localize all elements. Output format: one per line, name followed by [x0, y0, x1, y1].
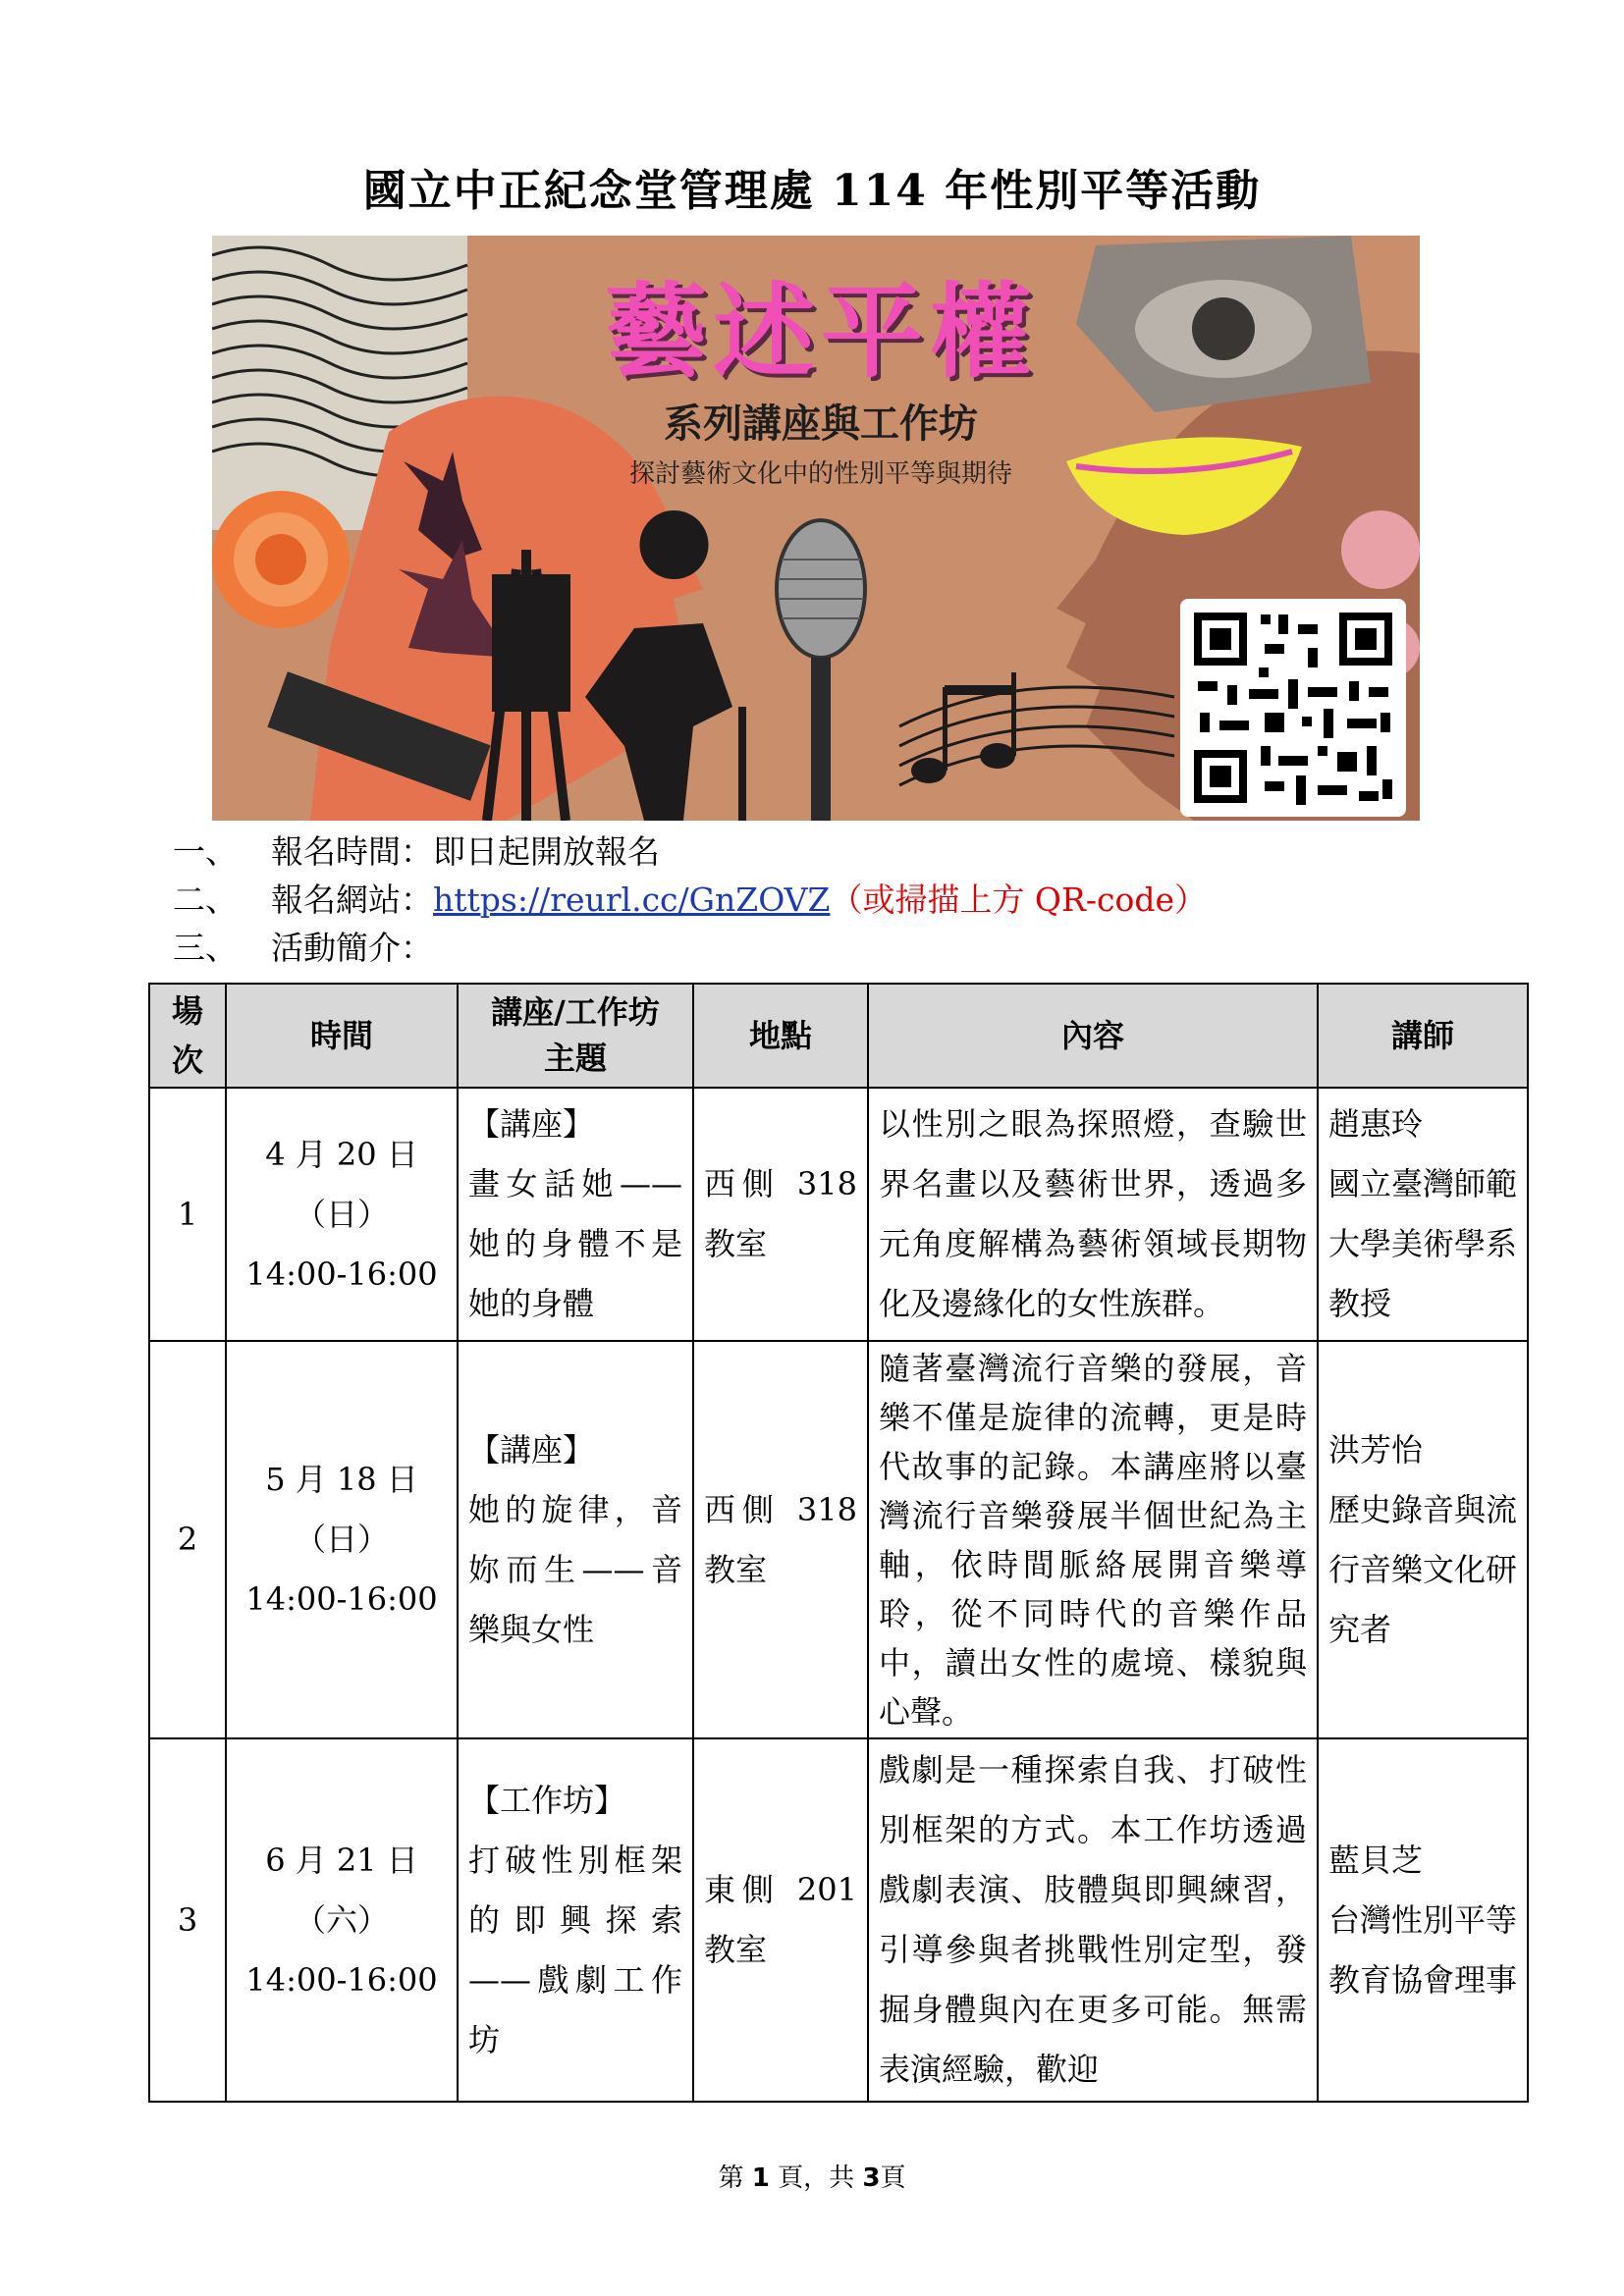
- session-weekday: （日）: [294, 1521, 389, 1558]
- footer-prefix: 第: [718, 2163, 744, 2193]
- session-weekday: （六）: [294, 1900, 389, 1939]
- header-content: 內容: [868, 984, 1318, 1088]
- schedule-table: [148, 983, 1529, 2103]
- session-location: 東側 201 教室: [693, 1738, 868, 2102]
- page-title: 國立中正紀念堂管理處 114 年性別平等活動: [362, 166, 1262, 216]
- session-hours: 14:00-16:00: [245, 1580, 438, 1618]
- session-time: [226, 1088, 458, 1341]
- banner-tagline: 探討藝術文化中的性別平等與期待: [628, 459, 1012, 489]
- session-time: [226, 1341, 458, 1738]
- speaker-name: 藍貝芝: [1328, 1841, 1424, 1879]
- info-label: 報名時間：: [271, 832, 433, 871]
- session-title: 打破性別框架的即興探索——戲劇工作坊: [468, 1841, 682, 2058]
- banner-subtitle: 系列講座與工作坊: [664, 401, 978, 447]
- info-number: 二、: [173, 881, 238, 919]
- speaker-title: 歷史錄音與流行音樂文化研究者: [1328, 1490, 1518, 1648]
- session-content: 戲劇是一種探索自我、打破性別框架的方式。本工作坊透過戲劇表演、肢體與即興練習，引導參與者挑戰性別定型，發掘身體與內在更多可能。無需表演經驗，歡迎: [868, 1738, 1318, 2102]
- info-line-registration-time: [173, 830, 660, 874]
- session-content: 以性別之眼為探照燈，查驗世界名畫以及藝術世界，透過多元角度解構為藝術領域長期物化及邊緣化的女性族群。: [868, 1088, 1318, 1341]
- session-location: 西側 318 教室: [693, 1088, 868, 1341]
- session-topic: [458, 1341, 693, 1738]
- session-speaker: [1318, 1738, 1528, 2102]
- header-topic: 講座/工作坊主題: [458, 984, 693, 1088]
- info-line-overview: [173, 927, 433, 970]
- speaker-name: 趙惠玲: [1328, 1105, 1424, 1143]
- info-label: 報名網站：: [271, 881, 433, 919]
- info-value: 即日起開放報名: [433, 832, 660, 871]
- speaker-title: 國立臺灣師範大學美術學系教授: [1328, 1165, 1518, 1322]
- table-row: [149, 1341, 1528, 1738]
- table-row: [149, 1088, 1528, 1341]
- qr-code-icon[interactable]: [1180, 599, 1406, 817]
- info-line-registration-site: [173, 879, 1207, 922]
- session-speaker: [1318, 1088, 1528, 1341]
- session-weekday: （日）: [294, 1195, 389, 1233]
- session-hours: 14:00-16:00: [245, 1255, 438, 1293]
- speaker-title: 台灣性別平等教育協會理事: [1328, 1900, 1518, 1999]
- session-title: 畫女話她——她的身體不是她的身體: [468, 1165, 682, 1322]
- session-type: 【工作坊】: [468, 1781, 626, 1819]
- info-number: 一、: [173, 832, 238, 871]
- footer-current-page: 1: [751, 2163, 770, 2193]
- header-time: 時間: [226, 984, 458, 1088]
- qr-note: （或掃描上方 QR-code）: [830, 881, 1207, 919]
- session-number: 2: [149, 1341, 226, 1738]
- session-type: 【講座】: [468, 1430, 595, 1468]
- session-topic: [458, 1088, 693, 1341]
- session-type: 【講座】: [468, 1105, 595, 1143]
- info-label: 活動簡介：: [271, 929, 433, 967]
- registration-link[interactable]: https://reurl.cc/GnZOVZ: [433, 881, 831, 919]
- session-number: 1: [149, 1088, 226, 1341]
- session-number: 3: [149, 1738, 226, 2102]
- header-speaker: 講師: [1318, 984, 1528, 1088]
- table-header-row: [149, 984, 1528, 1088]
- banner-title: 藝述平權: [604, 272, 1037, 392]
- header-session: 場次: [149, 984, 226, 1088]
- footer-total-pages: 3: [862, 2163, 881, 2193]
- session-date: 5 月 18 日: [265, 1461, 418, 1498]
- info-number: 三、: [173, 929, 238, 967]
- session-date: 4 月 20 日: [265, 1135, 418, 1173]
- session-speaker: [1318, 1341, 1528, 1738]
- event-banner: [212, 236, 1420, 821]
- footer-suffix: 頁: [880, 2163, 906, 2193]
- header-location: 地點: [693, 984, 868, 1088]
- session-title: 她的旋律，音妳而生——音樂與女性: [468, 1490, 682, 1648]
- speaker-name: 洪芳怡: [1328, 1430, 1424, 1468]
- session-location: 西側 318 教室: [693, 1341, 868, 1738]
- session-topic: [458, 1738, 693, 2102]
- page-footer: [0, 2158, 1624, 2194]
- footer-middle: 頁，共: [778, 2163, 855, 2193]
- session-hours: 14:00-16:00: [245, 1960, 438, 1999]
- session-time: [226, 1738, 458, 2102]
- table-row: [149, 1738, 1528, 2102]
- session-content: 隨著臺灣流行音樂的發展，音樂不僅是旋律的流轉，更是時代故事的記錄。本講座將以臺灣流行音樂發展半個世紀為主軸，依時間脈絡展開音樂導聆，從不同時代的音樂作品中，讀出女性的處境、樣貌與心聲。: [868, 1341, 1318, 1738]
- session-date: 6 月 21 日: [265, 1841, 418, 1879]
